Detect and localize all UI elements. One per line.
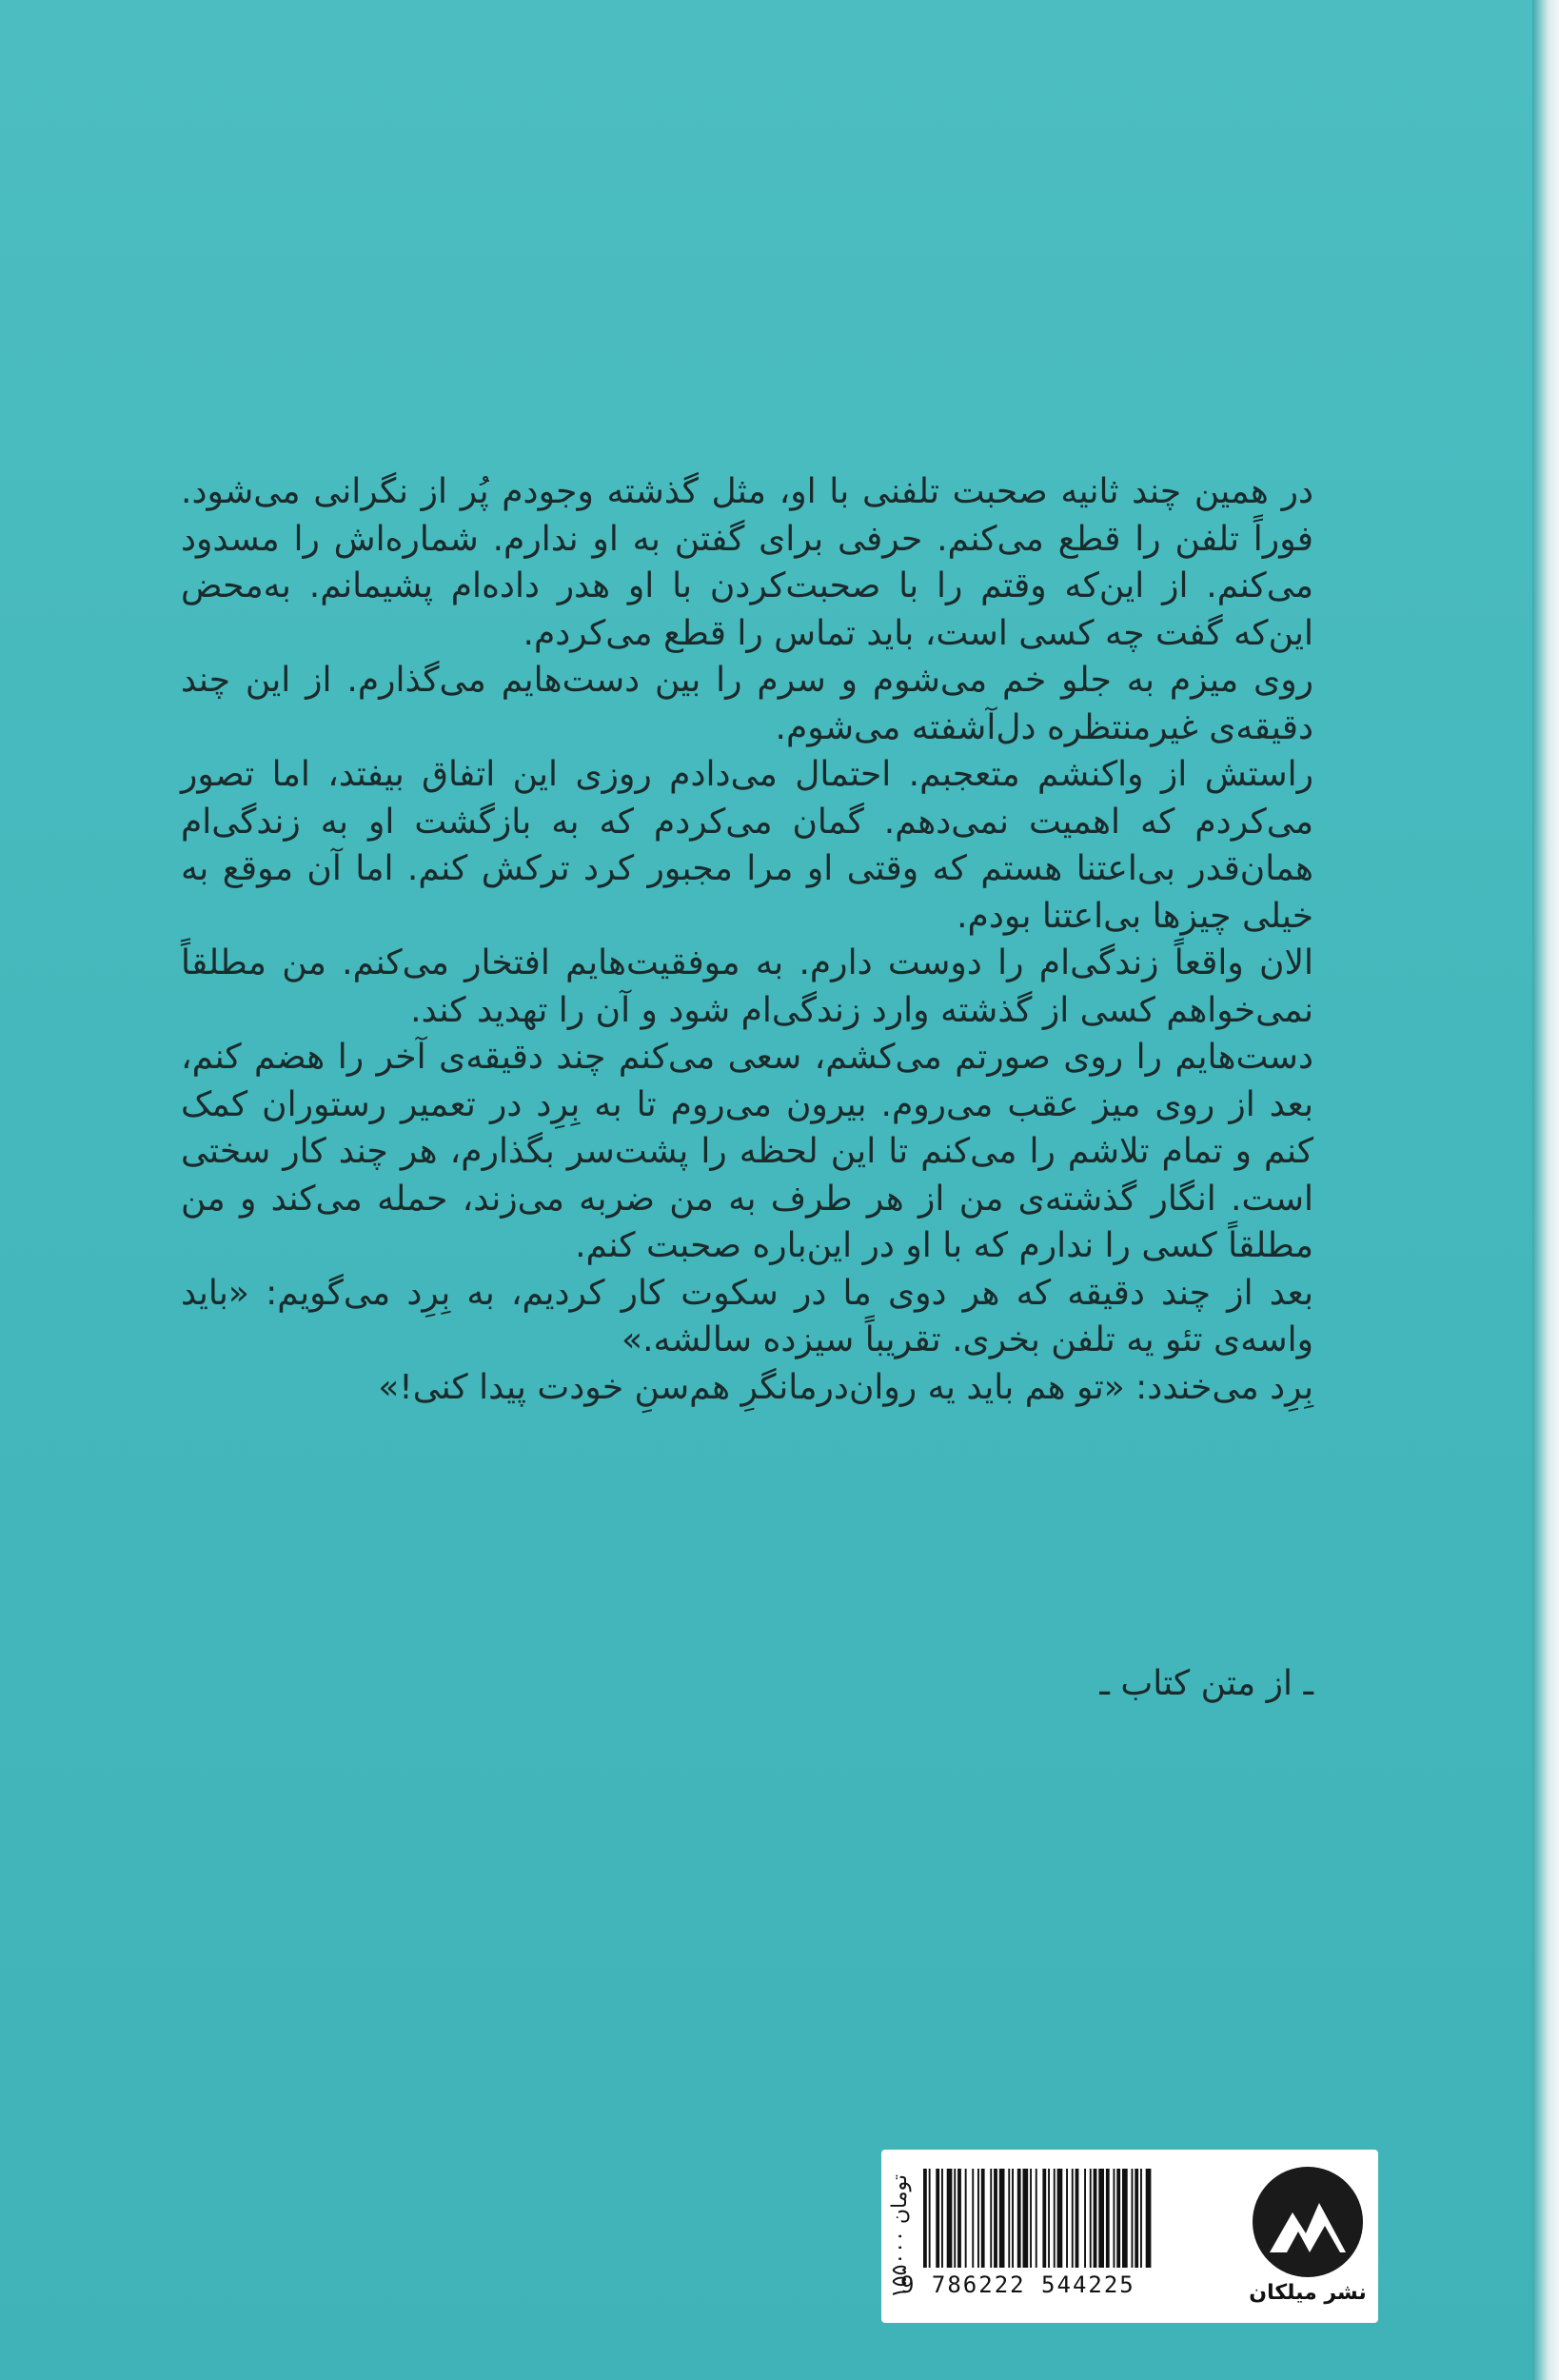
barcode-bar — [1114, 2169, 1115, 2268]
excerpt-paragraph: الان واقعاً زندگی‌ام را دوست دارم. به موفقیت‌هایم افتخار می‌کنم. من مطلقاً نمی‌خواهم کسی از گذشته وارد زندگی‌ام شود و آن را تهدید کند. — [181, 943, 1313, 1030]
excerpt-source: ـ از متن کتاب ـ — [1099, 1664, 1313, 1703]
barcode-bar — [972, 2169, 974, 2268]
barcode-bar — [1012, 2169, 1014, 2268]
barcode-bar — [1036, 2169, 1037, 2268]
barcode-bar — [1066, 2169, 1068, 2268]
excerpt-paragraph: در همین چند ثانیه صحبت تلفنی با او، مثل گذشته وجودم پُر از نگرانی می‌شود. فوراً تلفن را قطع می‌کنم. حرفی برای گفتن به او ندارم. شماره‌اش را مسدود می‌کنم. از این‌که وقتم را با صحبت‌کردن با او هدر داده‌ام پشیمانم. به‌محض این‌که گفت چه کسی است، باید تماس را قطع می‌کردم. — [181, 472, 1313, 653]
barcode-bar — [957, 2169, 961, 2268]
barcode-bar — [1116, 2169, 1120, 2268]
barcode-bar — [1048, 2169, 1050, 2268]
excerpt-paragraph: راستش از واکنشم متعجبم. احتمال می‌دادم روزی این اتفاق بیفتد، اما تصور می‌کردم که اهمیت نمی‌دهم. گمان می‌کردم که به بازگشت او به زندگی‌ام همان‌قدر بی‌اعتنا هستم که وقتی او مرا مجبور کرد ترکش کنم. اما آن موقع به خیلی چیزها بی‌اعتنا بودم. — [181, 755, 1313, 936]
barcode-bar — [1076, 2169, 1079, 2268]
barcode-bar — [1042, 2169, 1046, 2268]
barcode-bar — [923, 2169, 927, 2268]
barcode-bar — [1146, 2169, 1152, 2268]
barcode-bar — [1057, 2169, 1063, 2268]
publisher-logo-icon — [1249, 2165, 1367, 2279]
barcode-bar — [1140, 2169, 1142, 2268]
excerpt-paragraph: دست‌هایم را روی صورتم می‌کشم، سعی می‌کنم چند دقیقه‌ی آخر را هضم کنم، بعد از روی میز عقب می‌روم. بیرون می‌روم تا به بِرِد در تعمیر رستوران کمک کنم و تمام تلاشم را می‌کنم تا این لحظه را پشت‌سر بگذارم، هر چند کار سختی است. انگار گذشته‌ی من از هر طرف به من ضربه می‌زند، حمله می‌کند و من مطلقاً کسی را ندارم که با او در این‌باره صحبت کنم. — [181, 1038, 1313, 1265]
barcode-bar — [1098, 2169, 1104, 2268]
excerpt-paragraph: روی میزم به جلو خم می‌شوم و سرم را بین دست‌هایم می‌گذارم. از این چند دقیقه‌ی غیرمنتظره دل‌آشفته می‌شوم. — [181, 661, 1313, 747]
barcode-bar — [994, 2169, 997, 2268]
barcode-bar — [981, 2169, 985, 2268]
barcode-bar — [947, 2169, 953, 2268]
page-edge — [1532, 0, 1559, 2380]
barcode-bar — [1023, 2169, 1029, 2268]
isbn-number: 9 786222 544225 — [900, 2271, 1135, 2298]
barcode-bar — [1017, 2169, 1021, 2268]
barcode-label — [881, 2150, 1378, 2323]
barcode-bar — [1054, 2169, 1056, 2268]
barcode-bar — [941, 2169, 943, 2268]
publisher-name: نشر میلکان — [1249, 2281, 1367, 2305]
barcode-bar — [1106, 2169, 1110, 2268]
barcode-bar — [999, 2169, 1005, 2268]
barcode-bar — [977, 2169, 979, 2268]
excerpt-paragraph: بعد از چند دقیقه که هر دوی ما در سکوت کار کردیم، به بِرِد می‌گویم: «باید واسه‌ی تئو یه تلفن بخری. تقریباً سیزده سالشه.» — [181, 1273, 1313, 1359]
barcode-bar — [1132, 2169, 1134, 2268]
isbn-barcode — [919, 2169, 1233, 2268]
barcode-bar — [1135, 2169, 1138, 2268]
barcode-bar — [929, 2169, 931, 2268]
barcode-bar — [1072, 2169, 1074, 2268]
barcode-bar — [1122, 2169, 1128, 2268]
barcode-bar — [954, 2169, 956, 2268]
barcode-bar — [936, 2169, 939, 2268]
excerpt-paragraph: بِرِد می‌خندد: «تو هم باید یه روان‌درمانگرِ هم‌سنِ خودت پیدا کنی!» — [378, 1367, 1313, 1407]
barcode-bar — [1094, 2169, 1097, 2268]
barcode-bar — [1008, 2169, 1010, 2268]
barcode-bar — [1030, 2169, 1032, 2268]
barcode-bar — [965, 2169, 967, 2268]
barcode-bar — [1090, 2169, 1092, 2268]
barcode-bar — [990, 2169, 992, 2268]
barcode-bar — [1084, 2169, 1086, 2268]
book-excerpt — [181, 468, 1313, 1411]
price-text: ۱۵۵۰۰۰ تومان — [888, 2173, 912, 2299]
